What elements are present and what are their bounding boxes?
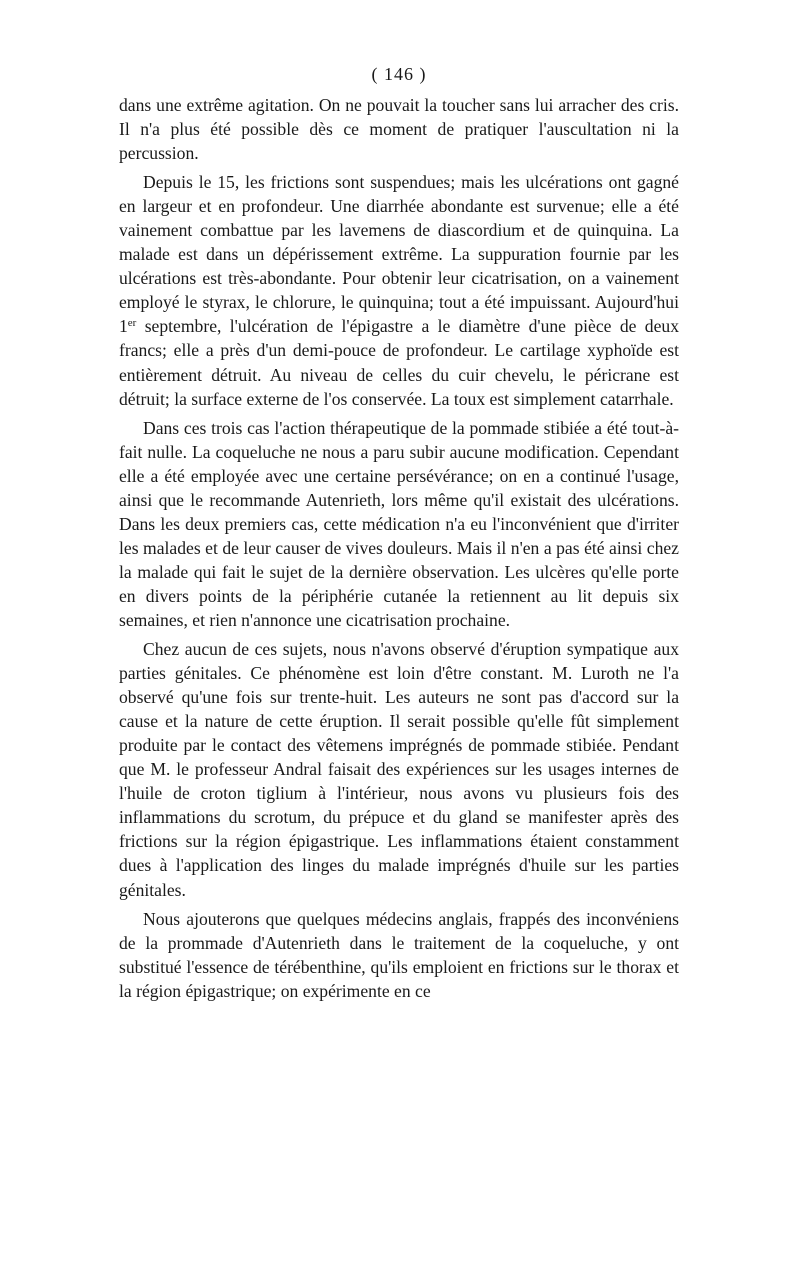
book-page <box>119 62 679 1003</box>
page-number: ( 146 ) <box>371 64 427 84</box>
ordinal-number: 1 <box>119 316 128 337</box>
paragraph-2 <box>119 170 679 410</box>
paragraph-4: Chez aucun de ces sujets, nous n'avons observé d'éruption sympatique aux parties génitales. Ce phénomène est loin d'être constant. M. Luroth ne l'a observé qu'une fois sur trente-huit. Les auteurs ne sont pas d'accord sur la cause et la nature de cette éruption. Il serait possible qu'elle fût simplement produite par le contact des vêtemens imprégnés de pommade stibiée. Pendant que M. le professeur Andral faisait des expériences sur les usages internes de l'huile de croton tiglium à l'intérieur, nous avons vu plusieurs fois des inflammations du scrotum, du prépuce et du gland se manifester après des frictions sur la région épigastrique. Les inflammations étaient constamment dues à l'application des linges du malade imprégnés d'huile sur les parties génitales. <box>119 639 679 900</box>
paragraph-2-text-before: Depuis le 15, les frictions sont suspendues; mais les ulcérations ont gagné en largeur et en profondeur. Une diarrhée abondante est survenue; elle a été vainement combattue par les lavemens de diascordium et de quinquina. La malade est dans un dépérissement extrême. La suppuration fournie par les ulcérations est très-abondante. Pour obtenir leur cicatrisation, on a vainement employé le styrax, le chlorure, le quinquina; tout a été impuissant. Aujourd'hui <box>119 172 679 313</box>
paragraph-3: Dans ces trois cas l'action thérapeutique de la pommade stibiée a été tout-à-fait nulle. La coqueluche ne nous a paru subir aucune modification. Cependant elle a été employée avec une certaine persévérance; on en a continué l'usage, ainsi que le recommande Autenrieth, lors même qu'il existait des ulcérations. Dans les deux premiers cas, cette médication n'a eu l'inconvénient que d'irriter les malades et de leur causer de vives douleurs. Mais il n'en a pas été ainsi chez la malade qui fait le sujet de la dernière observation. Les ulcères qu'elle porte en divers points de la périphérie cutanée la retiennent au lit depuis six semaines, et rien n'annonce une cicatrisation prochaine. <box>119 417 679 630</box>
ordinal-superscript: er <box>127 317 137 330</box>
paragraph-5: Nous ajouterons que quelques médecins anglais, frappés des inconvéniens de la prommade d'Autenrieth dans le traitement de la coqueluche, y ont substitué l'essence de térébenthine, qu'ils emploient en frictions sur le thorax et la région épigastrique; on expérimente en ce <box>119 908 679 1001</box>
paragraph-2-text-after: septembre, l'ulcération de l'épigastre a le diamètre d'une pièce de deux francs; elle a près d'un demi-pouce de profondeur. Le cartilage xyphoïde est entièrement détruit. Au niveau de celles du cuir chevelu, le péricrane est détruit; la surface externe de l'os conservée. La toux est simplement catarrhale. <box>119 316 679 409</box>
paragraph-1: dans une extrême agitation. On ne pouvait la toucher sans lui arracher des cris. Il n'a plus été possible dès ce moment de pratiquer l'auscultation ni la percussion. <box>119 95 679 164</box>
